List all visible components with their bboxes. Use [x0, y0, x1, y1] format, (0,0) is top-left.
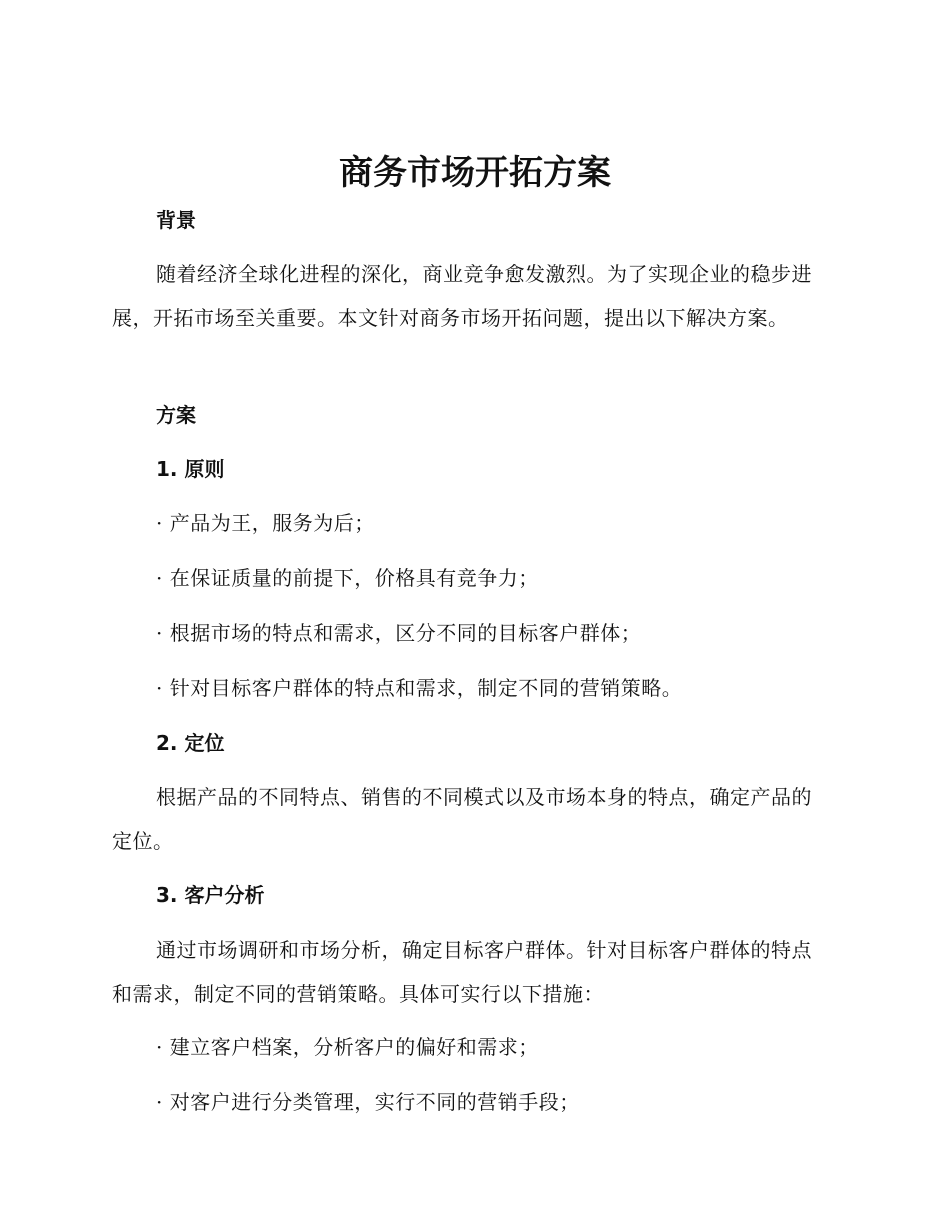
paragraph-customer-analysis: 通过市场调研和市场分析，确定目标客户群体。针对目标客户群体的特点和需求，制定不同的营销策略。具体可实行以下措施：: [112, 938, 812, 1006]
bullet-item: · 建立客户档案，分析客户的偏好和需求；: [156, 1035, 539, 1059]
bullet-item: · 对客户进行分类管理，实行不同的营销手段；: [156, 1090, 580, 1114]
bullet-item: · 在保证质量的前提下，价格具有竞争力；: [156, 566, 539, 590]
bullet-item: · 针对目标客户群体的特点和需求，制定不同的营销策略。: [156, 676, 683, 700]
paragraph-background: 随着经济全球化进程的深化，商业竞争愈发激烈。为了实现企业的稳步进展，开拓市场至关重要。本文针对商务市场开拓问题，提出以下解决方案。: [112, 262, 812, 330]
bullet-item: · 根据市场的特点和需求，区分不同的目标客户群体；: [156, 621, 642, 645]
bullet-item: · 产品为王，服务为后；: [156, 511, 375, 535]
paragraph-positioning: 根据产品的不同特点、销售的不同模式以及市场本身的特点，确定产品的定位。: [112, 785, 812, 853]
document-title: 商务市场开拓方案: [339, 153, 611, 193]
section-heading-background: 背景: [156, 208, 196, 232]
subheading-customer-analysis: 3. 客户分析: [156, 883, 265, 907]
subheading-positioning: 2. 定位: [156, 731, 225, 755]
subheading-principle: 1. 原则: [156, 457, 225, 481]
section-heading-plan: 方案: [156, 403, 196, 427]
